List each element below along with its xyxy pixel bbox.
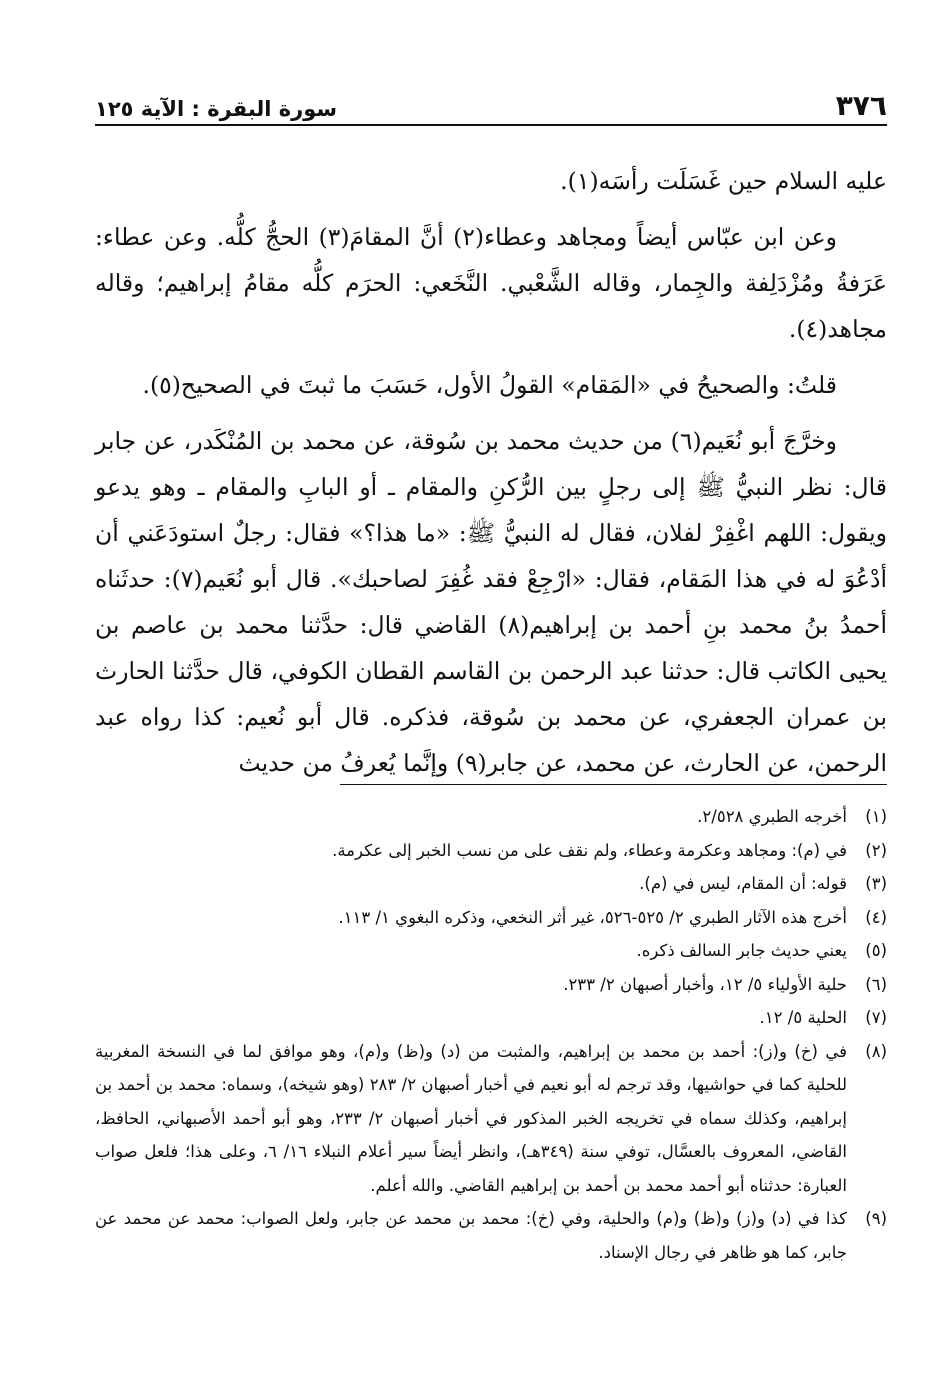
- paragraph: عليه السلام حين غَسَلَت رأسَه(١).: [560, 167, 887, 195]
- footnote-text: أخرج هذه الآثار الطبري ٢/ ٥٢٥-٥٢٦، غير أثر النخعي، وذكره البغوي ١/ ١١٣.: [338, 907, 847, 927]
- paragraph: وعن ابن عبّاس أيضاً ومجاهد وعطاء(٢) أنَّ المقامَ(٣) الحجُّ كلُّه. وعن عطاء: عَرَفةُ ومُزْدَلِفة والجِمار، وقاله الشَّعْبي. النَّخَعي: الحرَم كلُّه مقامُ إبراهيم؛ وقاله مجاهد(٤).: [95, 223, 887, 343]
- footnote-text: أخرجه الطبري ٢/٥٢٨.: [697, 807, 847, 826]
- footnote-text: كذا في (د) و(ز) و(ظ) و(م) والحلية، وفي (خ): محمد بن محمد عن جابر، ولعل الصواب: محمد عن محمد عن جابر، كما هو ظاهر في رجال الإسناد.: [95, 1209, 847, 1262]
- footnote: [95, 901, 887, 935]
- footnote-number: (٢): [865, 840, 887, 860]
- footnote-text: الحلية ٥/ ١٢.: [759, 1008, 847, 1027]
- footnote-text: قوله: أن المقام، ليس في (م).: [639, 874, 847, 893]
- footnote-number: (٦): [865, 974, 887, 994]
- footnote-text: في (م): ومجاهد وعكرمة وعطاء، ولم نقف على من نسب الخبر إلى عكرمة.: [332, 840, 847, 860]
- paragraph: وخرَّجَ أبو نُعَيم(٦) من حديث محمد بن سُوقة، عن محمد بن المُنْكَدر، عن جابر قال: نظر النبيُّ ﷺ إلى رجلٍ بين الرُّكنِ والمقام ـ أو البابِ والمقام ـ وهو يدعو ويقول: اللهم اغْفِرْ لفلان، فقال له النبيُّ ﷺ: «ما هذا؟» فقال: رجلٌ استودَعَني أن أدْعُوَ له في هذا المَقام، فقال: «ارْجِعْ فقد غُفِرَ لصاحبك». قال أبو نُعَيم(٧): حدثَناه أحمدُ بنُ محمد بنِ أحمد بن إبراهيم(٨) القاضي قال: حدَّثنا محمد بن عاصم بن يحيى الكاتب قال: حدثنا عبد الرحمن بن القاسم القطان الكوفي، قال حدَّثنا الحارث بن عمران الجعفري، عن محمد بن سُوقة، فذكره. قال أبو نُعيم: كذا رواه عبد الرحمن، عن الحارث، عن محمد، عن جابر(٩) وإنَّما يُعرفُ من حديث: [95, 427, 887, 777]
- header-divider: [95, 124, 887, 126]
- footnote: [95, 834, 887, 868]
- footnote-number: (٣): [865, 874, 887, 893]
- footnote-text: يعني حديث جابر السالف ذكره.: [636, 941, 847, 960]
- footnotes: [95, 800, 887, 1269]
- footnote-number: (٨): [865, 1041, 887, 1061]
- footnote: [95, 1202, 887, 1269]
- footnote-number: (١): [865, 807, 887, 826]
- page-header: [95, 82, 887, 120]
- footnote-number: (٩): [865, 1209, 887, 1228]
- footnote-text: في (خ) و(ز): أحمد بن محمد بن إبراهيم، والمثبت من (د) و(ظ) و(م)، وهو موافق لما في النسخة المغربية للحلية كما في حواشيها، وقد ترجم له أبو نعيم في أخبار أصبهان ٢/ ٢٨٣ (وهو شيخه)، وسماه: محمد بن أحمد بن إبراهيم، وكذلك سماه في تخريجه الخبر المذكور في أخبار أصبهان ٢/ ٢٣٣، وهو أبو أحمد الأصبهاني، الحافظ، القاضي، المعروف بالعسَّال، توفي سنة (٣٤٩هـ)، وانظر أيضاً سير أعلام النبلاء ١٦/ ٦، وعلى هذا؛ فلعل صواب العبارة: حدثناه أبو أحمد محمد بن أحمد بن إبراهيم القاضي. والله أعلم.: [95, 1041, 848, 1195]
- footnote-number: (٥): [865, 941, 887, 960]
- footnote-divider: [340, 784, 887, 785]
- footnote: [95, 934, 887, 968]
- footnote: [95, 867, 887, 901]
- footnote-number: (٤): [865, 907, 887, 927]
- paragraph: قلتُ: والصحيحُ في «المَقام» القولُ الأول، حَسَبَ ما ثبتَ في الصحيح(٥).: [142, 371, 837, 399]
- main-text: [95, 158, 887, 796]
- footnote: [95, 800, 887, 834]
- footnote-number: (٧): [865, 1008, 887, 1027]
- footnote-text: حلية الأولياء ٥/ ١٢، وأخبار أصبهان ٢/ ٢٣٣.: [563, 974, 847, 994]
- footnote: [95, 1035, 887, 1203]
- footnote: [95, 968, 887, 1002]
- running-title: سورة البقرة : الآية ١٢٥: [95, 97, 338, 121]
- footnote: [95, 1001, 887, 1035]
- page-number: ٣٧٦: [835, 89, 887, 122]
